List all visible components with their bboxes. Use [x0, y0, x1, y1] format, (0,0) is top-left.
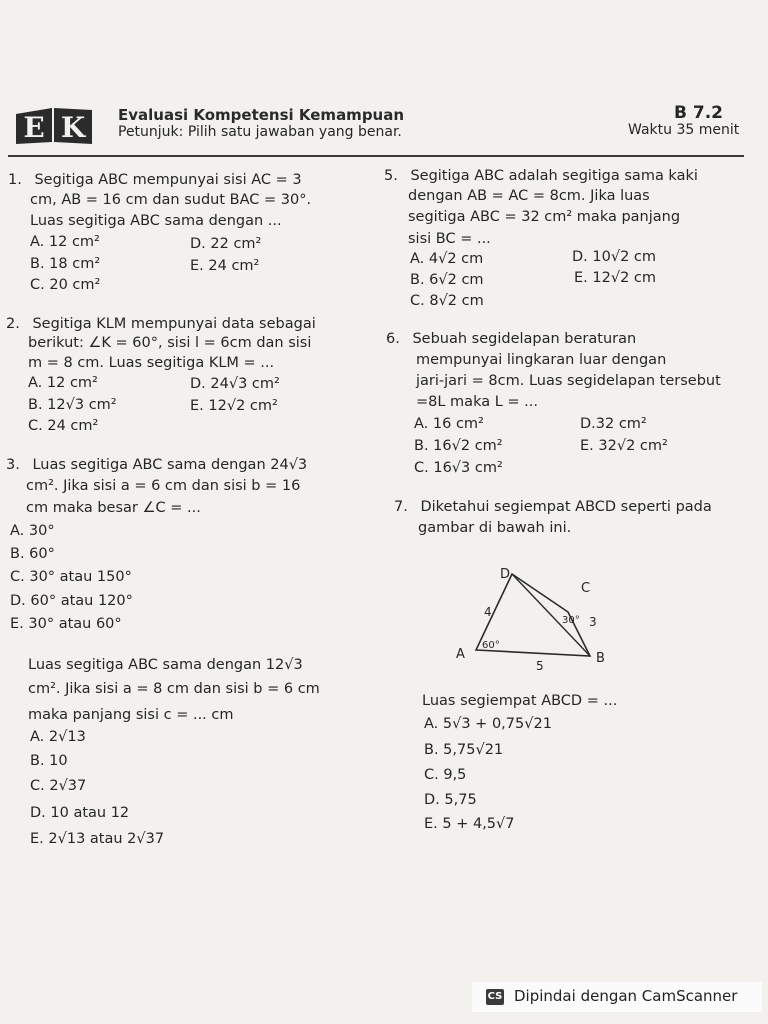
question-5 [384, 166, 698, 187]
angle-a-label: 60° [482, 640, 500, 651]
option-d[interactable]: D. 5,75 [424, 792, 477, 808]
question-2 [6, 314, 316, 335]
side-ad-label: 4 [484, 605, 492, 619]
question-7-prompt: Luas segiempat ABCD = ... [422, 693, 618, 709]
option-d[interactable]: D.32 cm² [580, 416, 647, 432]
question-line: sisi BC = ... [408, 231, 491, 247]
option-b[interactable]: B. 10 [30, 753, 68, 769]
question-7 [394, 497, 712, 518]
question-line: berikut: ∠K = 60°, sisi l = 6cm dan sisi [28, 335, 312, 351]
option-a[interactable]: A. 5√3 + 0,75√21 [424, 716, 552, 732]
option-d[interactable]: D. 24√3 cm² [190, 376, 280, 392]
option-e[interactable]: E. 2√13 atau 2√37 [30, 831, 165, 847]
question-number: 7. [394, 499, 408, 515]
side-bc-label: 3 [589, 615, 597, 629]
camscanner-icon: CS [486, 989, 504, 1005]
option-a[interactable]: A. 4√2 cm [410, 251, 484, 267]
side-ab-label: 5 [536, 659, 544, 673]
option-c[interactable]: C. 30° atau 150° [10, 569, 132, 585]
svg-text:E: E [23, 111, 45, 144]
question-number: 6. [386, 331, 400, 347]
ek-logo [12, 106, 96, 146]
option-c[interactable]: C. 20 cm² [30, 277, 101, 293]
vertex-a-label: A [456, 647, 465, 662]
question-line: maka panjang sisi c = ... cm [28, 707, 234, 723]
question-6 [386, 329, 636, 350]
option-d[interactable]: D. 60° atau 120° [10, 593, 133, 609]
option-a[interactable]: A. 16 cm² [414, 416, 484, 432]
question-line: m = 8 cm. Luas segitiga KLM = ... [28, 355, 275, 371]
option-e[interactable]: E. 30° atau 60° [10, 616, 122, 632]
vertex-b-label: B [596, 651, 605, 666]
vertex-d-label: D [500, 567, 511, 582]
option-b[interactable]: B. 6√2 cm [410, 272, 484, 288]
option-c[interactable]: C. 24 cm² [28, 418, 99, 434]
option-a[interactable]: A. 30° [10, 523, 55, 539]
header-divider [8, 155, 744, 157]
question-line: jari-jari = 8cm. Luas segidelapan tersebut [416, 373, 721, 389]
option-b[interactable]: B. 60° [10, 546, 55, 562]
option-a[interactable]: A. 12 cm² [30, 234, 100, 250]
option-e[interactable]: E. 32√2 cm² [580, 438, 668, 454]
question-line: gambar di bawah ini. [418, 520, 572, 536]
question-4: Luas segitiga ABC sama dengan 12√3 [28, 657, 303, 673]
question-line: Luas segitiga ABC sama dengan 24√3 [32, 457, 308, 473]
question-line: Luas segitiga ABC sama dengan ... [30, 213, 282, 229]
question-number: 3. [6, 457, 20, 473]
option-e[interactable]: E. 5 + 4,5√7 [424, 816, 515, 832]
question-line: Segitiga KLM mempunyai data sebagai [32, 316, 316, 332]
question-line: Sebuah segidelapan beraturan [412, 331, 637, 347]
camscanner-watermark [472, 982, 762, 1012]
vertex-c-label: C [581, 581, 591, 596]
question-line: cm². Jika sisi a = 8 cm dan sisi b = 6 cm [28, 681, 320, 697]
option-b[interactable]: B. 12√3 cm² [28, 397, 117, 413]
angle-c-label: 30° [562, 615, 580, 626]
option-d[interactable]: D. 10√2 cm [572, 249, 657, 265]
svg-text:K: K [60, 111, 86, 144]
option-e[interactable]: E. 12√2 cm [574, 270, 657, 286]
option-a[interactable]: A. 12 cm² [28, 375, 98, 391]
option-b[interactable]: B. 5,75√21 [424, 742, 504, 758]
option-c[interactable]: C. 2√37 [30, 778, 87, 794]
option-e[interactable]: E. 24 cm² [190, 258, 260, 274]
instruction-text: Petunjuk: Pilih satu jawaban yang benar. [118, 124, 402, 140]
option-d[interactable]: D. 10 atau 12 [30, 805, 130, 821]
question-line: Segitiga ABC mempunyai sisi AC = 3 [34, 172, 302, 188]
question-line: cm². Jika sisi a = 6 cm dan sisi b = 16 [26, 478, 301, 494]
option-c[interactable]: C. 8√2 cm [410, 293, 484, 309]
option-c[interactable]: C. 16√3 cm² [414, 460, 503, 476]
question-line: =8L maka L = ... [416, 394, 538, 410]
option-a[interactable]: A. 2√13 [30, 729, 86, 745]
option-c[interactable]: C. 9,5 [424, 767, 467, 783]
question-1 [8, 170, 302, 191]
question-number: 2. [6, 316, 20, 332]
camscanner-text: Dipindai dengan CamScanner [514, 987, 738, 1005]
quadrilateral-abcd-figure [452, 560, 612, 675]
question-number: 5. [384, 168, 398, 184]
question-line: Segitiga ABC adalah segitiga sama kaki [410, 168, 698, 184]
exam-title: Evaluasi Kompetensi Kemampuan [118, 106, 405, 124]
question-line: cm, AB = 16 cm dan sudut BAC = 30°. [30, 192, 312, 208]
question-line: segitiga ABC = 32 cm² maka panjang [408, 209, 681, 225]
question-line: dengan AB = AC = 8cm. Jika luas [408, 188, 650, 204]
question-3 [6, 455, 307, 476]
time-limit: Waktu 35 menit [628, 122, 740, 138]
option-b[interactable]: B. 16√2 cm² [414, 438, 503, 454]
option-e[interactable]: E. 12√2 cm² [190, 398, 278, 414]
question-number: 1. [8, 172, 22, 188]
question-line: mempunyai lingkaran luar dengan [416, 352, 667, 368]
option-d[interactable]: D. 22 cm² [190, 236, 262, 252]
section-code: B 7.2 [674, 103, 723, 123]
question-line: Diketahui segiempat ABCD seperti pada [420, 499, 712, 515]
option-b[interactable]: B. 18 cm² [30, 256, 101, 272]
question-line: cm maka besar ∠C = ... [26, 500, 201, 516]
